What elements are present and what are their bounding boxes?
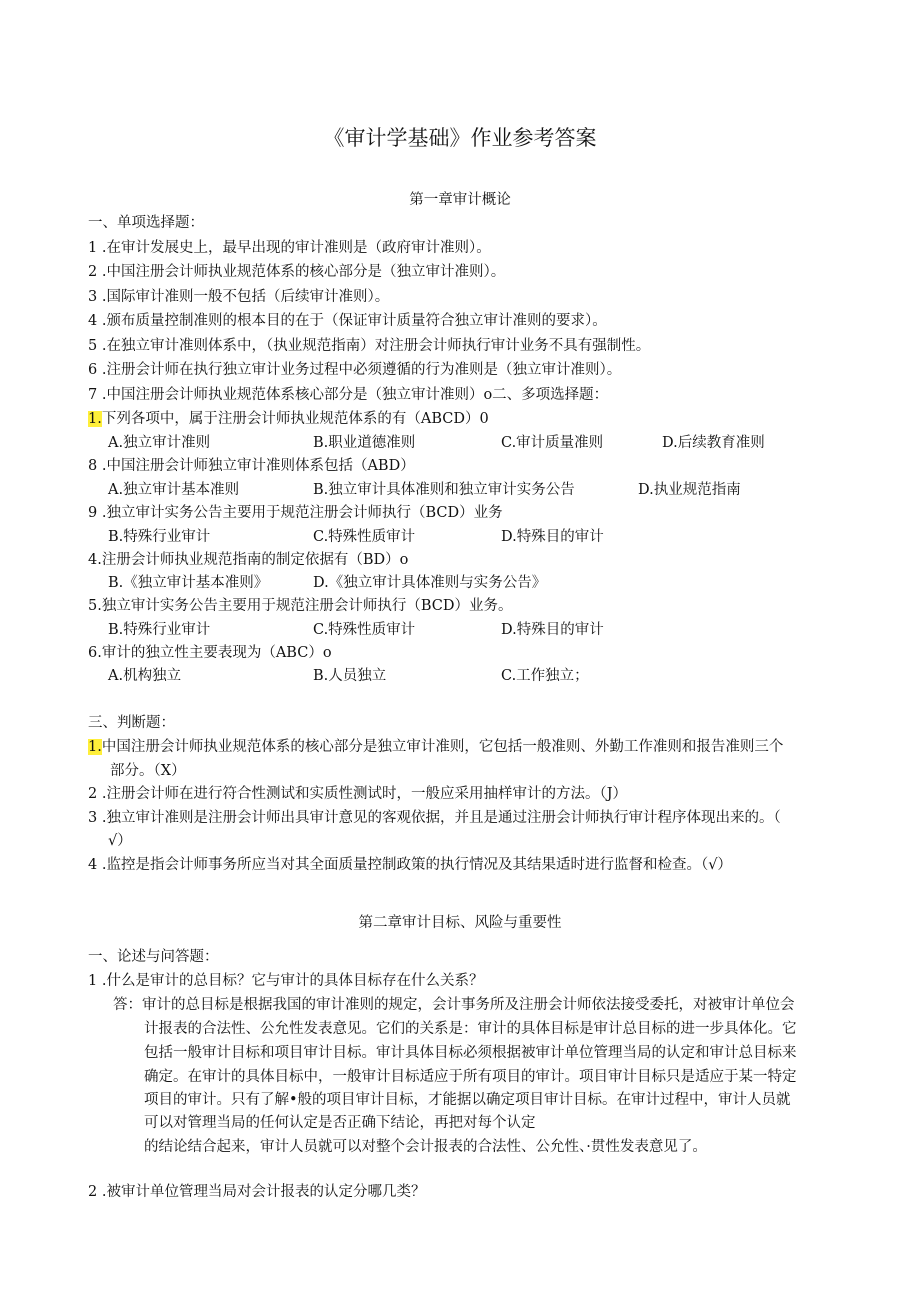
judgement-item-1	[88, 737, 783, 757]
multi-choice-question-6: 6.审计的独立性主要表现为（ABC）o	[88, 645, 332, 661]
section-judgement-heading: 三、判断题：	[88, 715, 175, 731]
section-single-choice-heading: 一、单项选择题：	[88, 215, 204, 231]
option-b: B.职业道德准则	[313, 435, 416, 451]
judgement-item-3-continued: √）	[108, 833, 132, 849]
single-choice-item: 3 .国际审计准则一般不包括（后续审计准则）。	[88, 289, 390, 305]
option-a: A.独立审计基本准则	[108, 482, 240, 498]
judgement-text: 中国注册会计师执业规范体系的核心部分是独立审计准则，它包括一般准则、外勤工作准则和报告准则三个	[101, 739, 784, 755]
option-b: B.特殊行业审计	[108, 622, 211, 638]
multi-choice-question-1	[88, 409, 489, 429]
chapter1-heading: 第一章审计概论	[409, 192, 511, 208]
option-b: B.特殊行业审计	[108, 529, 211, 545]
multi-choice-question-5: 5.独立审计实务公告主要用于规范注册会计师执行（BCD）业务。	[88, 598, 513, 614]
answer-line: 计报表的合法性、公允性发表意见。它们的关系是：审计的具体目标是审计总目标的进一步具体化。它	[144, 1021, 797, 1037]
option-d: D.《独立审计具体准则与实务公告》	[313, 575, 547, 591]
single-choice-item: 7 .中国注册会计师执业规范体系核心部分是（独立审计准则）o二、多项选择题：	[88, 387, 609, 403]
answer-line: 项目的审计。只有了解•般的项目审计目标，才能据以确定项目审计目标。在审计过程中，审计人员就	[144, 1092, 791, 1108]
option-b: B.独立审计具体准则和独立审计实务公告	[313, 482, 575, 498]
option-c: C.工作独立；	[501, 668, 589, 684]
judgement-item-4: 4 .监控是指会计师事务所应当对其全面质量控制政策的执行情况及其结果适时进行监督和检查。（√）	[88, 857, 732, 873]
multi-choice-question-4: 4.注册会计师执业规范指南的制定依据有（BD）o	[88, 552, 409, 568]
option-d: D.特殊目的审计	[501, 622, 604, 638]
option-b: B.《独立审计基本准则》	[108, 575, 269, 591]
option-c: C.特殊性质审计	[313, 529, 416, 545]
judgement-item-3: 3 .独立审计准则是注册会计师出具审计意见的客观依据，并且是通过注册会计师执行审计程序体现出来的。（	[88, 810, 781, 826]
multi-choice-question-9: 9 .独立审计实务公告主要用于规范注册会计师执行（BCD）业务	[88, 505, 503, 521]
option-a: A.机构独立	[108, 668, 182, 684]
single-choice-item: 6 .注册会计师在执行独立审计业务过程中必须遵循的行为准则是（独立审计准则）。	[88, 362, 622, 378]
option-b: B.人员独立	[313, 668, 387, 684]
single-choice-item: 5 .在独立审计准则体系中，（执业规范指南）对注册会计师执行审计业务不具有强制性。	[88, 338, 651, 354]
document-title: 《审计学基础》作业参考答案	[323, 126, 597, 150]
option-c: C.审计质量准则	[501, 435, 604, 451]
highlighted-number: 1.	[88, 739, 102, 755]
section-essay-heading: 一、论述与问答题：	[88, 949, 219, 965]
chapter2-heading: 第二章审计目标、风险与重要性	[358, 915, 562, 931]
answer-line: 的结论结合起来，审计人员就可以对整个会计报表的合法性、公允性、·贯性发表意见了。	[144, 1139, 707, 1155]
single-choice-item: 2 .中国注册会计师执业规范体系的核心部分是（独立审计准则）。	[88, 264, 506, 280]
answer-line: 包括一般审计目标和项目审计目标。审计具体目标必须根据被审计单位管理当局的认定和审计总目标来	[144, 1045, 797, 1061]
option-c: C.特殊性质审计	[313, 622, 416, 638]
answer-line: 可以对管理当局的任何认定是否正确下结论，再把对每个认定	[144, 1115, 536, 1131]
answer-line: 确定。在审计的具体目标中，一般审计目标适应于所有项目的审计。项目审计目标只是适应于某一特定	[144, 1069, 797, 1085]
answer-line: 答：审计的总目标是根据我国的审计准则的规定，会计事务所及注册会计师依法接受委托，对被审计单位会	[113, 997, 795, 1013]
highlighted-number: 1.	[88, 411, 102, 427]
judgement-item-1-continued: 部分。（X）	[110, 763, 186, 779]
essay-question-2: 2 .被审计单位管理当局对会计报表的认定分哪几类？	[88, 1184, 426, 1200]
single-choice-item: 4 .颁布质量控制准则的根本目的在于（保证审计质量符合独立审计准则的要求）。	[88, 313, 607, 329]
essay-question-1: 1 .什么是审计的总目标？它与审计的具体目标存在什么关系？	[88, 973, 484, 989]
multi-choice-question-8: 8 .中国注册会计师独立审计准则体系包括（ABD）	[88, 458, 415, 474]
single-choice-item: 1 .在审计发展史上，最早出现的审计准则是（政府审计准则）。	[88, 240, 491, 256]
judgement-item-2: 2 .注册会计师在进行符合性测试和实质性测试时，一般应采用抽样审计的方法。（J）	[88, 786, 628, 802]
question-text: 下列各项中，属于注册会计师执业规范体系的有（ABCD）0	[101, 411, 489, 427]
option-d: D.特殊目的审计	[501, 529, 604, 545]
option-d: D.执业规范指南	[638, 482, 741, 498]
option-a: A.独立审计准则	[108, 435, 211, 451]
option-d: D.后续教育准则	[662, 435, 765, 451]
